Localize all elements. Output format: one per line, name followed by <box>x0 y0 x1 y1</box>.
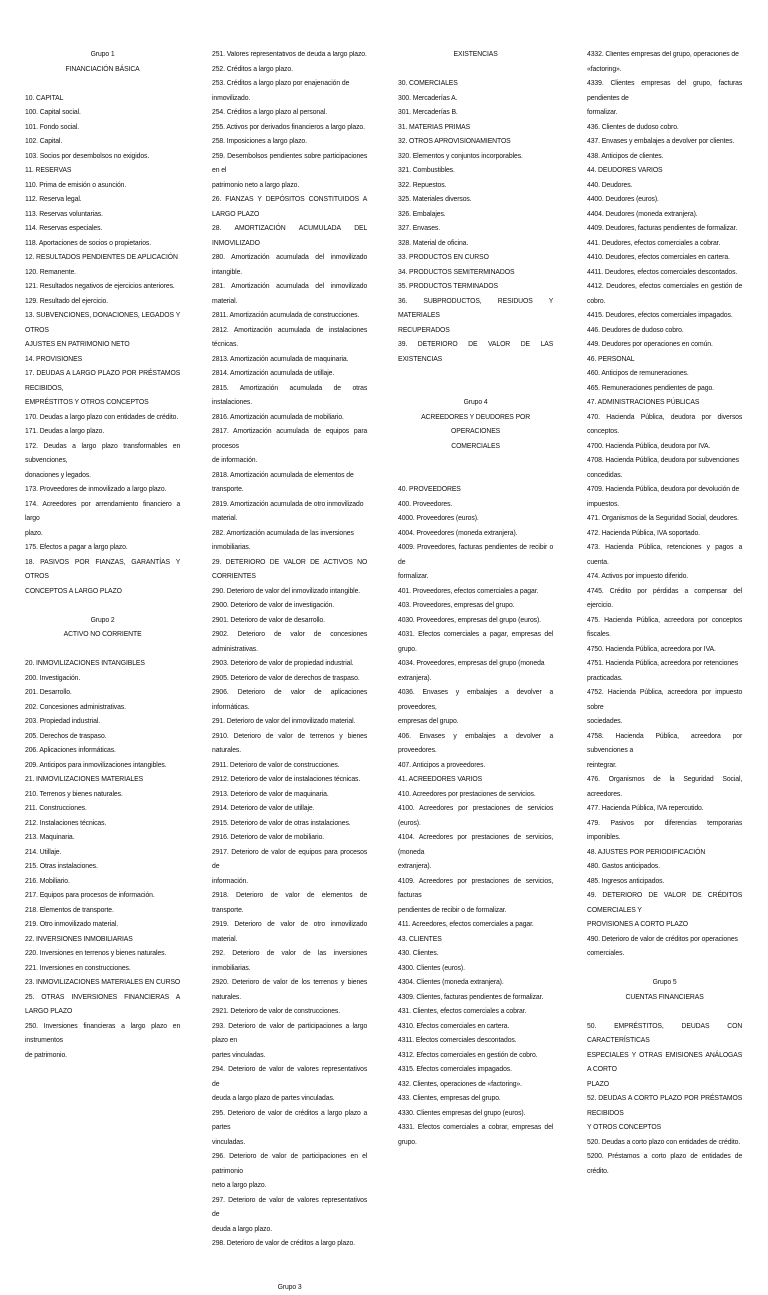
text-line: 32. OTROS APROVISIONAMIENTOS <box>398 135 553 150</box>
text-line: 4412. Deudores, efectos comerciales en gestión de cobro. <box>587 280 742 309</box>
text-line: 473. Hacienda Pública, retenciones y pagos a cuenta. <box>587 541 742 570</box>
text-line: 2812. Amortización acumulada de instalaciones técnicas. <box>212 324 367 353</box>
text-line: 100. Capital social. <box>25 106 180 121</box>
text-line: 4104. Acreedores por prestaciones de servicios, (moneda <box>398 831 553 860</box>
text-line: 2817. Amortización acumulada de equipos para procesos <box>212 425 367 454</box>
text-line: 438. Anticipos de clientes. <box>587 150 742 165</box>
text-line: 202. Concesiones administrativas. <box>25 701 180 716</box>
blank-line <box>398 469 553 484</box>
text-line: donaciones y legados. <box>25 469 180 484</box>
text-line: 471. Organismos de la Seguridad Social, deudores. <box>587 512 742 527</box>
text-line: 430. Clientes. <box>398 947 553 962</box>
text-line: 2815. Amortización acumulada de otras instalaciones. <box>212 382 367 411</box>
text-line: 2915. Deterioro de valor de otras instalaciones. <box>212 817 367 832</box>
text-line: 14. PROVISIONES <box>25 353 180 368</box>
blank-line <box>25 599 180 614</box>
text-line: AJUSTES EN PATRIMONIO NETO <box>25 338 180 353</box>
text-line: deuda a largo plazo de partes vinculadas. <box>212 1092 367 1107</box>
text-line: 23. INMOVILIZACIONES MATERIALES EN CURSO <box>25 976 180 991</box>
text-line: 2900. Deterioro de valor de investigación. <box>212 599 367 614</box>
text-line: 301. Mercaderías B. <box>398 106 553 121</box>
text-line: 4339. Clientes empresas del grupo, facturas pendientes de <box>587 77 742 106</box>
text-line: de información. <box>212 454 367 469</box>
text-line: pendientes de recibir o de formalizar. <box>398 904 553 919</box>
text-line: 170. Deudas a largo plazo con entidades de crédito. <box>25 411 180 426</box>
text-line: impuestos. <box>587 498 742 513</box>
text-line: 4300. Clientes (euros). <box>398 962 553 977</box>
text-line: 2818. Amortización acumulada de elementos de <box>212 469 367 484</box>
text-line: 460. Anticipos de remuneraciones. <box>587 367 742 382</box>
text-line: 218. Elementos de transporte. <box>25 904 180 919</box>
text-line: patrimonio neto a largo plazo. <box>212 179 367 194</box>
text-line: 403. Proveedores, empresas del grupo. <box>398 599 553 614</box>
text-line: 39. DETERIORO DE VALOR DE LAS EXISTENCIAS <box>398 338 553 367</box>
text-line: 4304. Clientes (moneda extranjera). <box>398 976 553 991</box>
text-line: 129. Resultado del ejercicio. <box>25 295 180 310</box>
text-line: 4109. Acreedores por prestaciones de servicios, facturas <box>398 875 553 904</box>
text-line: 174. Acreedores por arrendamiento financiero a largo <box>25 498 180 527</box>
text-line: 33. PRODUCTOS EN CURSO <box>398 251 553 266</box>
text-line: 252. Créditos a largo plazo. <box>212 63 367 78</box>
text-line: 205. Derechos de traspaso. <box>25 730 180 745</box>
text-line: 479. Pasivos por diferencias temporarias imponibles. <box>587 817 742 846</box>
text-line: 437. Envases y embalajes a devolver por clientes. <box>587 135 742 150</box>
text-line: 18. PASIVOS POR FIANZAS, GARANTÍAS Y OTROS <box>25 556 180 585</box>
text-line: 2918. Deterioro de valor de elementos de transporte. <box>212 889 367 918</box>
text-line: 2814. Amortización acumulada de utillaje. <box>212 367 367 382</box>
text-line: ESPECIALES Y OTRAS EMISIONES ANÁLOGAS A CORTO <box>587 1049 742 1078</box>
text-line: 171. Deudas a largo plazo. <box>25 425 180 440</box>
text-line: sociedades. <box>587 715 742 730</box>
text-line: 4751. Hacienda Pública, acreedora por retenciones <box>587 657 742 672</box>
text-line: 465. Remuneraciones pendientes de pago. <box>587 382 742 397</box>
text-line: 255. Activos por derivados financieros a largo plazo. <box>212 121 367 136</box>
text-line: 446. Deudores de dudoso cobro. <box>587 324 742 339</box>
blank-line <box>398 63 553 78</box>
text-line: 4311. Efectos comerciales descontados. <box>398 1034 553 1049</box>
text-line: 13. SUBVENCIONES, DONACIONES, LEGADOS Y OTROS <box>25 309 180 338</box>
text-line: información. <box>212 875 367 890</box>
text-line: Y OTROS CONCEPTOS <box>587 1121 742 1136</box>
text-line: 34. PRODUCTOS SEMITERMINADOS <box>398 266 553 281</box>
text-line: 121. Resultados negativos de ejercicios anteriores. <box>25 280 180 295</box>
section-heading: Grupo 5 <box>587 976 742 991</box>
text-line: material. <box>212 512 367 527</box>
text-line: PLAZO <box>587 1078 742 1093</box>
text-line: 10. CAPITAL <box>25 92 180 107</box>
text-line: 102. Capital. <box>25 135 180 150</box>
text-line: inmobiliarias. <box>212 541 367 556</box>
text-line: 406. Envases y embalajes a devolver a proveedores. <box>398 730 553 759</box>
text-line: 4312. Efectos comerciales en gestión de cobro. <box>398 1049 553 1064</box>
text-line: 31. MATERIAS PRIMAS <box>398 121 553 136</box>
section-heading: FINANCIACIÓN BÁSICA <box>25 63 180 78</box>
text-line: 4004. Proveedores (moneda extranjera). <box>398 527 553 542</box>
text-line: 4400. Deudores (euros). <box>587 193 742 208</box>
text-line: 259. Desembolsos pendientes sobre participaciones en el <box>212 150 367 179</box>
text-line: 215. Otras instalaciones. <box>25 860 180 875</box>
text-line: 325. Materiales diversos. <box>398 193 553 208</box>
blank-line <box>398 367 553 382</box>
text-line: 4100. Acreedores por prestaciones de servicios (euros). <box>398 802 553 831</box>
text-line: 4752. Hacienda Pública, acreedora por impuesto sobre <box>587 686 742 715</box>
blank-line <box>398 382 553 397</box>
text-line: formalizar. <box>587 106 742 121</box>
text-line: 30. COMERCIALES <box>398 77 553 92</box>
text-line: 251. Valores representativos de deuda a largo plazo. <box>212 48 367 63</box>
text-line: 4030. Proveedores, empresas del grupo (euros). <box>398 614 553 629</box>
text-line: vinculadas. <box>212 1136 367 1151</box>
section-heading: Grupo 3 <box>212 1281 367 1295</box>
text-line: 173. Proveedores de inmovilizado a largo plazo. <box>25 483 180 498</box>
text-line: 410. Acreedores por prestaciones de servicios. <box>398 788 553 803</box>
text-line: 433. Clientes, empresas del grupo. <box>398 1092 553 1107</box>
text-line: 4331. Efectos comerciales a cobrar, empresas del grupo. <box>398 1121 553 1150</box>
text-line: 411. Acreedores, efectos comerciales a pagar. <box>398 918 553 933</box>
text-line: 4700. Hacienda Pública, deudora por IVA. <box>587 440 742 455</box>
text-line: 220. Inversiones en terrenos y bienes naturales. <box>25 947 180 962</box>
text-line: 4034. Proveedores, empresas del grupo (moneda <box>398 657 553 672</box>
section-heading: ACTIVO NO CORRIENTE <box>25 628 180 643</box>
section-heading: CUENTAS FINANCIERAS <box>587 991 742 1006</box>
text-line: 253. Créditos a largo plazo por enajenación de <box>212 77 367 92</box>
text-line: 4332. Clientes empresas del grupo, operaciones de <box>587 48 742 63</box>
text-line: 5200. Préstamos a corto plazo de entidades de crédito. <box>587 1150 742 1179</box>
text-line: 48. AJUSTES POR PERIODIFICACIÓN <box>587 846 742 861</box>
text-line: 110. Prima de emisión o asunción. <box>25 179 180 194</box>
text-line: 36. SUBPRODUCTOS, RESIDUOS Y MATERIALES <box>398 295 553 324</box>
text-line: 212. Instalaciones técnicas. <box>25 817 180 832</box>
text-line: 4415. Deudores, efectos comerciales impagados. <box>587 309 742 324</box>
text-line: 214. Utillaje. <box>25 846 180 861</box>
column-1 <box>25 48 180 1063</box>
text-line: inmovilizado. <box>212 92 367 107</box>
text-line: 2921. Deterioro de valor de construcciones. <box>212 1005 367 1020</box>
text-line: 292. Deterioro de valor de las inversiones inmobiliarias. <box>212 947 367 976</box>
text-line: 291. Deterioro de valor del inmovilizado material. <box>212 715 367 730</box>
text-line: 40. PROVEEDORES <box>398 483 553 498</box>
column-3 <box>398 48 553 1150</box>
column-4 <box>587 48 742 1179</box>
text-line: 250. Inversiones financieras a largo plazo en instrumentos <box>25 1020 180 1049</box>
text-line: 101. Fondo social. <box>25 121 180 136</box>
text-line: 477. Hacienda Pública, IVA repercutido. <box>587 802 742 817</box>
text-line: 2919. Deterioro de valor de otro inmovilizado material. <box>212 918 367 947</box>
text-line: reintegrar. <box>587 759 742 774</box>
text-line: 4708. Hacienda Pública, deudora por subvenciones <box>587 454 742 469</box>
text-line: 2813. Amortización acumulada de maquinaria. <box>212 353 367 368</box>
section-heading: COMERCIALES <box>398 440 553 455</box>
text-line: 4000. Proveedores (euros). <box>398 512 553 527</box>
text-line: 112. Reserva legal. <box>25 193 180 208</box>
text-line: 41. ACREEDORES VARIOS <box>398 773 553 788</box>
text-line: 11. RESERVAS <box>25 164 180 179</box>
text-line: 200. Investigación. <box>25 672 180 687</box>
text-line: 440. Deudores. <box>587 179 742 194</box>
text-line: 20. INMOVILIZACIONES INTANGIBLES <box>25 657 180 672</box>
text-line: 520. Deudas a corto plazo con entidades de crédito. <box>587 1136 742 1151</box>
text-line: 201. Desarrollo. <box>25 686 180 701</box>
text-line: 4750. Hacienda Pública, acreedora por IVA. <box>587 643 742 658</box>
text-line: PROVISIONES A CORTO PLAZO <box>587 918 742 933</box>
section-heading: Grupo 1 <box>25 48 180 63</box>
text-line: 203. Propiedad industrial. <box>25 715 180 730</box>
text-line: 4031. Efectos comerciales a pagar, empresas del grupo. <box>398 628 553 657</box>
text-line: concedidas. <box>587 469 742 484</box>
text-line: 293. Deterioro de valor de participaciones a largo plazo en <box>212 1020 367 1049</box>
text-line: 12. RESULTADOS PENDIENTES DE APLICACIÓN <box>25 251 180 266</box>
text-line: 294. Deterioro de valor de valores representativos de <box>212 1063 367 1092</box>
blank-line <box>212 1252 367 1267</box>
text-line: 480. Gastos anticipados. <box>587 860 742 875</box>
text-line: empresas del grupo. <box>398 715 553 730</box>
text-line: 4709. Hacienda Pública, deudora por devolución de <box>587 483 742 498</box>
text-line: 46. PERSONAL <box>587 353 742 368</box>
text-line: extranjera). <box>398 860 553 875</box>
text-line: comerciales. <box>587 947 742 962</box>
text-line: 441. Deudores, efectos comerciales a cobrar. <box>587 237 742 252</box>
text-line: extranjera). <box>398 672 553 687</box>
text-line: 219. Otro inmovilizado material. <box>25 918 180 933</box>
section-heading: Grupo 2 <box>25 614 180 629</box>
text-line: 320. Elementos y conjuntos incorporables. <box>398 150 553 165</box>
text-line: 472. Hacienda Pública, IVA soportado. <box>587 527 742 542</box>
text-line: 2912. Deterioro de valor de instalaciones técnicas. <box>212 773 367 788</box>
text-line: 290. Deterioro de valor del inmovilizado intangible. <box>212 585 367 600</box>
text-line: 4330. Clientes empresas del grupo (euros). <box>398 1107 553 1122</box>
text-line: 432. Clientes, operaciones de «factoring». <box>398 1078 553 1093</box>
text-line: 172. Deudas a largo plazo transformables en subvenciones, <box>25 440 180 469</box>
text-line: 2902. Deterioro de valor de concesiones administrativas. <box>212 628 367 657</box>
text-line: 296. Deterioro de valor de participaciones en el patrimonio <box>212 1150 367 1179</box>
text-line: 2911. Deterioro de valor de construcciones. <box>212 759 367 774</box>
text-line: 211. Construcciones. <box>25 802 180 817</box>
text-line: 114. Reservas especiales. <box>25 222 180 237</box>
blank-line <box>212 1266 367 1281</box>
text-line: 254. Créditos a largo plazo al personal. <box>212 106 367 121</box>
text-line: 210. Terrenos y bienes naturales. <box>25 788 180 803</box>
text-line: 281. Amortización acumulada del inmovilizado material. <box>212 280 367 309</box>
text-line: 2819. Amortización acumulada de otro inmovilizado <box>212 498 367 513</box>
text-line: 28. AMORTIZACIÓN ACUMULADA DEL INMOVILIZADO <box>212 222 367 251</box>
text-line: 431. Clientes, efectos comerciales a cobrar. <box>398 1005 553 1020</box>
text-line: EMPRÉSTITOS Y OTROS CONCEPTOS <box>25 396 180 411</box>
text-line: 476. Organismos de la Seguridad Social, acreedores. <box>587 773 742 802</box>
text-line: 407. Anticipos a proveedores. <box>398 759 553 774</box>
text-line: 52. DEUDAS A CORTO PLAZO POR PRÉSTAMOS RECIBIDOS <box>587 1092 742 1121</box>
text-line: 103. Socios por desembolsos no exigidos. <box>25 150 180 165</box>
text-line: 17. DEUDAS A LARGO PLAZO POR PRÉSTAMOS RECIBIDOS, <box>25 367 180 396</box>
text-line: 25. OTRAS INVERSIONES FINANCIERAS A LARGO PLAZO <box>25 991 180 1020</box>
text-line: 4315. Efectos comerciales impagados. <box>398 1063 553 1078</box>
text-line: 322. Repuestos. <box>398 179 553 194</box>
text-line: 175. Efectos a pagar a largo plazo. <box>25 541 180 556</box>
blank-line <box>587 962 742 977</box>
text-line: neto a largo plazo. <box>212 1179 367 1194</box>
text-line: 50. EMPRÉSTITOS, DEUDAS CON CARACTERÍSTICAS <box>587 1020 742 1049</box>
text-line: 2905. Deterioro de valor de derechos de traspaso. <box>212 672 367 687</box>
text-line: 300. Mercaderías A. <box>398 92 553 107</box>
text-line: 297. Deterioro de valor de valores representativos de <box>212 1194 367 1223</box>
text-line: 298. Deterioro de valor de créditos a largo plazo. <box>212 1237 367 1252</box>
section-heading: EXISTENCIAS <box>398 48 553 63</box>
text-line: 2816. Amortización acumulada de mobiliario. <box>212 411 367 426</box>
text-line: 2917. Deterioro de valor de equipos para procesos de <box>212 846 367 875</box>
blank-line <box>587 1005 742 1020</box>
text-line: 449. Deudores por operaciones en común. <box>587 338 742 353</box>
column-2 <box>212 48 367 1295</box>
text-line: formalizar. <box>398 570 553 585</box>
text-line: 436. Clientes de dudoso cobro. <box>587 121 742 136</box>
text-line: 35. PRODUCTOS TERMINADOS <box>398 280 553 295</box>
text-line: 217. Equipos para procesos de información. <box>25 889 180 904</box>
text-line: partes vinculadas. <box>212 1049 367 1064</box>
text-line: 2913. Deterioro de valor de maquinaria. <box>212 788 367 803</box>
blank-line <box>398 454 553 469</box>
text-line: 21. INMOVILIZACIONES MATERIALES <box>25 773 180 788</box>
text-line: 326. Embalajes. <box>398 208 553 223</box>
text-line: 118. Aportaciones de socios o propietarios. <box>25 237 180 252</box>
text-line: 474. Activos por impuesto diferido. <box>587 570 742 585</box>
text-line: 213. Maquinaria. <box>25 831 180 846</box>
text-line: 206. Aplicaciones informáticas. <box>25 744 180 759</box>
text-line: 2901. Deterioro de valor de desarrollo. <box>212 614 367 629</box>
text-line: «factoring». <box>587 63 742 78</box>
text-line: 209. Anticipos para inmovilizaciones intangibles. <box>25 759 180 774</box>
text-line: 470. Hacienda Pública, deudora por diversos conceptos. <box>587 411 742 440</box>
text-line: plazo. <box>25 527 180 542</box>
text-line: 43. CLIENTES <box>398 933 553 948</box>
text-line: 26. FIANZAS Y DEPÓSITOS CONSTITUIDOS A LARGO PLAZO <box>212 193 367 222</box>
text-line: 328. Material de oficina. <box>398 237 553 252</box>
blank-line <box>25 77 180 92</box>
text-line: de patrimonio. <box>25 1049 180 1064</box>
text-line: 22. INVERSIONES INMOBILIARIAS <box>25 933 180 948</box>
text-line: 282. Amortización acumulada de las inversiones <box>212 527 367 542</box>
section-heading: ACREEDORES Y DEUDORES POR OPERACIONES <box>398 411 553 440</box>
text-line: 2906. Deterioro de valor de aplicaciones informáticas. <box>212 686 367 715</box>
text-line: 295. Deterioro de valor de créditos a largo plazo a partes <box>212 1107 367 1136</box>
text-line: 475. Hacienda Pública, acreedora por conceptos fiscales. <box>587 614 742 643</box>
text-line: 44. DEUDORES VARIOS <box>587 164 742 179</box>
text-line: 400. Proveedores. <box>398 498 553 513</box>
text-line: CONCEPTOS A LARGO PLAZO <box>25 585 180 600</box>
text-line: 4309. Clientes, facturas pendientes de formalizar. <box>398 991 553 1006</box>
text-line: RECUPERADOS <box>398 324 553 339</box>
text-line: 4745. Crédito por pérdidas a compensar del ejercicio. <box>587 585 742 614</box>
text-line: 4009. Proveedores, facturas pendientes de recibir o de <box>398 541 553 570</box>
text-line: 321. Combustibles. <box>398 164 553 179</box>
text-line: 2910. Deterioro de valor de terrenos y bienes naturales. <box>212 730 367 759</box>
text-line: deuda a largo plazo. <box>212 1223 367 1238</box>
text-line: 4036. Envases y embalajes a devolver a proveedores, <box>398 686 553 715</box>
text-line: 47. ADMINISTRACIONES PÚBLICAS <box>587 396 742 411</box>
text-line: 485. Ingresos anticipados. <box>587 875 742 890</box>
text-line: 2920. Deterioro de valor de los terrenos y bienes naturales. <box>212 976 367 1005</box>
text-line: 2916. Deterioro de valor de mobiliario. <box>212 831 367 846</box>
text-line: 4758. Hacienda Pública, acreedora por subvenciones a <box>587 730 742 759</box>
text-line: 258. Imposiciones a largo plazo. <box>212 135 367 150</box>
text-line: transporte. <box>212 483 367 498</box>
text-line: 2811. Amortización acumulada de construcciones. <box>212 309 367 324</box>
text-line: 4310. Efectos comerciales en cartera. <box>398 1020 553 1035</box>
text-line: 4411. Deudores, efectos comerciales descontados. <box>587 266 742 281</box>
text-line: 2903. Deterioro de valor de propiedad industrial. <box>212 657 367 672</box>
blank-line <box>25 643 180 658</box>
section-heading: Grupo 4 <box>398 396 553 411</box>
text-line: 4404. Deudores (moneda extranjera). <box>587 208 742 223</box>
text-line: 490. Deterioro de valor de créditos por operaciones <box>587 933 742 948</box>
text-line: 4409. Deudores, facturas pendientes de formalizar. <box>587 222 742 237</box>
text-line: 280. Amortización acumulada del inmovilizado intangible. <box>212 251 367 280</box>
text-line: 216. Mobiliario. <box>25 875 180 890</box>
text-line: 4410. Deudores, efectos comerciales en cartera. <box>587 251 742 266</box>
text-line: 113. Reservas voluntarias. <box>25 208 180 223</box>
text-line: 221. Inversiones en construcciones. <box>25 962 180 977</box>
text-line: 29. DETERIORO DE VALOR DE ACTIVOS NO CORRIENTES <box>212 556 367 585</box>
text-line: 120. Remanente. <box>25 266 180 281</box>
text-line: 49. DETERIORO DE VALOR DE CRÉDITOS COMERCIALES Y <box>587 889 742 918</box>
text-line: 401. Proveedores, efectos comerciales a pagar. <box>398 585 553 600</box>
text-line: practicadas. <box>587 672 742 687</box>
text-line: 2914. Deterioro de valor de utillaje. <box>212 802 367 817</box>
text-line: 327. Envases. <box>398 222 553 237</box>
